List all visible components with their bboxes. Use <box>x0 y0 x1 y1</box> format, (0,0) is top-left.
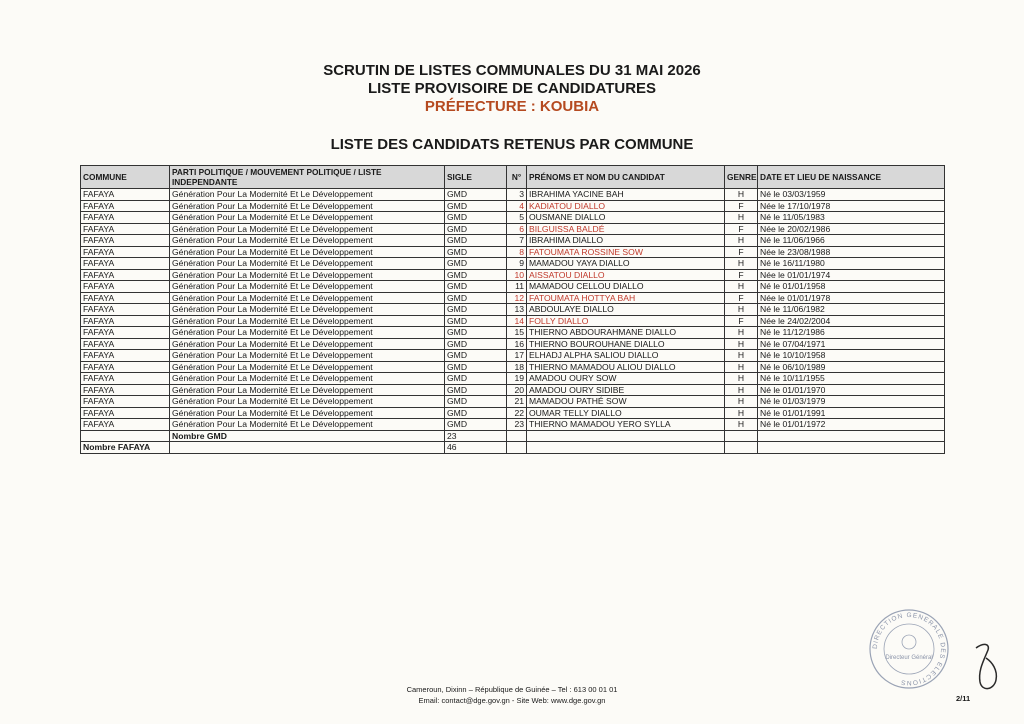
cell-num: 16 <box>507 338 527 350</box>
cell-parti: Génération Pour La Modernité Et Le Développement <box>170 407 445 419</box>
cell-num: 18 <box>507 361 527 373</box>
cell-sigle: GMD <box>445 407 507 419</box>
cell-nom: AISSATOU DIALLO <box>527 269 725 281</box>
cell-parti: Génération Pour La Modernité Et Le Développement <box>170 327 445 339</box>
cell-parti: Génération Pour La Modernité Et Le Développement <box>170 269 445 281</box>
cell-commune: FAFAYA <box>81 223 170 235</box>
list-title: LISTE PROVISOIRE DE CANDIDATURES <box>367 80 657 97</box>
cell-genre: H <box>725 407 758 419</box>
cell-commune: FAFAYA <box>81 235 170 247</box>
subtotal-cell <box>507 430 527 442</box>
table-row <box>81 373 945 385</box>
cell-commune: FAFAYA <box>81 338 170 350</box>
cell-genre: H <box>725 350 758 362</box>
cell-commune: FAFAYA <box>81 189 170 201</box>
footer-contact: Email: contact@dge.gov.gn - Site Web: www.dge.gov.gn <box>418 696 606 705</box>
cell-sigle: GMD <box>445 269 507 281</box>
page-footer <box>0 684 1024 706</box>
cell-parti: Génération Pour La Modernité Et Le Développement <box>170 304 445 316</box>
cell-parti: Génération Pour La Modernité Et Le Développement <box>170 246 445 258</box>
cell-genre: H <box>725 361 758 373</box>
cell-parti: Génération Pour La Modernité Et Le Développement <box>170 235 445 247</box>
cell-nom: OUMAR TELLY DIALLO <box>527 407 725 419</box>
cell-num: 21 <box>507 396 527 408</box>
header-num: N° <box>507 166 527 189</box>
cell-commune: FAFAYA <box>81 327 170 339</box>
total-cell <box>758 442 945 454</box>
cell-commune: FAFAYA <box>81 258 170 270</box>
cell-nom: FATOUMATA HOTTYA BAH <box>527 292 725 304</box>
cell-naissance: Né le 11/05/1983 <box>758 212 945 224</box>
cell-nom: ELHADJ ALPHA SALIOU DIALLO <box>527 350 725 362</box>
total-value: 46 <box>445 442 507 454</box>
total-cell <box>725 442 758 454</box>
cell-nom: THIERNO MAMADOU ALIOU DIALLO <box>527 361 725 373</box>
page-number: 2/11 <box>956 694 971 703</box>
cell-parti: Génération Pour La Modernité Et Le Développement <box>170 373 445 385</box>
header-naissance: DATE ET LIEU DE NAISSANCE <box>758 166 945 189</box>
cell-commune: FAFAYA <box>81 292 170 304</box>
subtotal-cell <box>725 430 758 442</box>
cell-nom: FOLLY DIALLO <box>527 315 725 327</box>
header-commune: COMMUNE <box>81 166 170 189</box>
cell-naissance: Né le 16/11/1980 <box>758 258 945 270</box>
cell-num: 15 <box>507 327 527 339</box>
cell-commune: FAFAYA <box>81 419 170 431</box>
cell-parti: Génération Pour La Modernité Et Le Développement <box>170 200 445 212</box>
cell-commune: FAFAYA <box>81 350 170 362</box>
footer-address: Cameroun, Dixinn – République de Guinée – Tel : 613 00 01 01 <box>406 685 618 694</box>
stamp-ring-text: DIRECTION GENERALE DES ELECTIONS <box>871 611 947 687</box>
page-heading <box>0 62 1024 116</box>
table-row <box>81 407 945 419</box>
table-row <box>81 327 945 339</box>
stamp-center-text: Directeur Général <box>885 655 933 661</box>
cell-naissance: Né le 11/06/1966 <box>758 235 945 247</box>
cell-naissance: Né le 01/03/1979 <box>758 396 945 408</box>
cell-naissance: Né le 07/04/1971 <box>758 338 945 350</box>
cell-naissance: Née le 01/01/1974 <box>758 269 945 281</box>
cell-nom: ABDOULAYE DIALLO <box>527 304 725 316</box>
cell-genre: H <box>725 384 758 396</box>
cell-parti: Génération Pour La Modernité Et Le Développement <box>170 315 445 327</box>
cell-genre: H <box>725 235 758 247</box>
subtotal-label: Nombre GMD <box>170 430 445 442</box>
table-row <box>81 304 945 316</box>
cell-genre: F <box>725 292 758 304</box>
cell-parti: Génération Pour La Modernité Et Le Développement <box>170 189 445 201</box>
cell-genre: F <box>725 200 758 212</box>
cell-sigle: GMD <box>445 258 507 270</box>
cell-genre: H <box>725 373 758 385</box>
cell-parti: Génération Pour La Modernité Et Le Développement <box>170 258 445 270</box>
cell-nom: AMADOU OURY SOW <box>527 373 725 385</box>
cell-parti: Génération Pour La Modernité Et Le Développement <box>170 361 445 373</box>
cell-commune: FAFAYA <box>81 361 170 373</box>
total-cell <box>170 442 445 454</box>
table-row <box>81 281 945 293</box>
cell-naissance: Né le 01/01/1970 <box>758 384 945 396</box>
cell-num: 22 <box>507 407 527 419</box>
cell-commune: FAFAYA <box>81 315 170 327</box>
cell-num: 10 <box>507 269 527 281</box>
cell-naissance: Né le 11/12/1986 <box>758 327 945 339</box>
cell-genre: H <box>725 327 758 339</box>
cell-nom: THIERNO BOUROUHANE DIALLO <box>527 338 725 350</box>
table-row <box>81 246 945 258</box>
cell-nom: KADIATOU DIALLO <box>527 200 725 212</box>
cell-genre: H <box>725 419 758 431</box>
cell-commune: FAFAYA <box>81 269 170 281</box>
cell-sigle: GMD <box>445 212 507 224</box>
cell-sigle: GMD <box>445 304 507 316</box>
table-header-row <box>81 166 945 189</box>
cell-sigle: GMD <box>445 189 507 201</box>
header-sigle: SIGLE <box>445 166 507 189</box>
cell-sigle: GMD <box>445 292 507 304</box>
cell-naissance: Né le 01/01/1991 <box>758 407 945 419</box>
official-stamp <box>868 608 950 690</box>
cell-commune: FAFAYA <box>81 281 170 293</box>
cell-commune: FAFAYA <box>81 246 170 258</box>
cell-naissance: Né le 10/10/1958 <box>758 350 945 362</box>
cell-parti: Génération Pour La Modernité Et Le Développement <box>170 292 445 304</box>
prefecture-title: PRÉFECTURE : KOUBIA <box>424 98 600 115</box>
total-label: Nombre FAFAYA <box>81 442 170 454</box>
cell-naissance: Née le 24/02/2004 <box>758 315 945 327</box>
cell-num: 8 <box>507 246 527 258</box>
table-row <box>81 212 945 224</box>
cell-nom: MAMADOU YAYA DIALLO <box>527 258 725 270</box>
table-row <box>81 258 945 270</box>
election-title: SCRUTIN DE LISTES COMMUNALES DU 31 MAI 2026 <box>323 62 701 79</box>
cell-nom: FATOUMATA ROSSINE SOW <box>527 246 725 258</box>
cell-genre: H <box>725 189 758 201</box>
table-row <box>81 350 945 362</box>
cell-num: 7 <box>507 235 527 247</box>
cell-parti: Génération Pour La Modernité Et Le Développement <box>170 223 445 235</box>
cell-num: 5 <box>507 212 527 224</box>
cell-sigle: GMD <box>445 350 507 362</box>
table-row <box>81 361 945 373</box>
table-row <box>81 419 945 431</box>
cell-sigle: GMD <box>445 327 507 339</box>
cell-naissance: Né le 10/11/1955 <box>758 373 945 385</box>
table-row <box>81 396 945 408</box>
candidates-table <box>80 165 945 454</box>
cell-nom: THIERNO ABDOURAHMANE DIALLO <box>527 327 725 339</box>
subtotal-row <box>81 430 945 442</box>
subtotal-cell <box>527 430 725 442</box>
cell-naissance: Né le 06/10/1989 <box>758 361 945 373</box>
cell-sigle: GMD <box>445 315 507 327</box>
cell-naissance: Né le 01/01/1958 <box>758 281 945 293</box>
cell-sigle: GMD <box>445 281 507 293</box>
cell-parti: Génération Pour La Modernité Et Le Développement <box>170 384 445 396</box>
cell-num: 4 <box>507 200 527 212</box>
table-row <box>81 338 945 350</box>
cell-nom: OUSMANE DIALLO <box>527 212 725 224</box>
cell-sigle: GMD <box>445 338 507 350</box>
cell-naissance: Née le 23/08/1988 <box>758 246 945 258</box>
cell-genre: H <box>725 304 758 316</box>
cell-naissance: Née le 17/10/1978 <box>758 200 945 212</box>
total-cell <box>527 442 725 454</box>
cell-sigle: GMD <box>445 373 507 385</box>
cell-parti: Génération Pour La Modernité Et Le Développement <box>170 338 445 350</box>
cell-genre: H <box>725 281 758 293</box>
table-row <box>81 269 945 281</box>
cell-commune: FAFAYA <box>81 384 170 396</box>
cell-num: 9 <box>507 258 527 270</box>
cell-sigle: GMD <box>445 200 507 212</box>
cell-naissance: Né le 03/03/1959 <box>758 189 945 201</box>
cell-num: 3 <box>507 189 527 201</box>
cell-num: 13 <box>507 304 527 316</box>
table-row <box>81 315 945 327</box>
cell-commune: FAFAYA <box>81 200 170 212</box>
cell-naissance: Née le 20/02/1986 <box>758 223 945 235</box>
total-cell <box>507 442 527 454</box>
cell-commune: FAFAYA <box>81 373 170 385</box>
cell-sigle: GMD <box>445 235 507 247</box>
header-nom: PRÉNOMS ET NOM DU CANDIDAT <box>527 166 725 189</box>
subtotal-cell <box>758 430 945 442</box>
cell-genre: H <box>725 338 758 350</box>
table-body <box>81 189 945 431</box>
cell-sigle: GMD <box>445 419 507 431</box>
cell-nom: IBRAHIMA YACINE BAH <box>527 189 725 201</box>
header-genre: GENRE <box>725 166 758 189</box>
cell-genre: F <box>725 223 758 235</box>
cell-naissance: Né le 01/01/1972 <box>758 419 945 431</box>
cell-num: 23 <box>507 419 527 431</box>
table-row <box>81 189 945 201</box>
cell-parti: Génération Pour La Modernité Et Le Développement <box>170 212 445 224</box>
cell-naissance: Né le 11/06/1982 <box>758 304 945 316</box>
cell-naissance: Née le 01/01/1978 <box>758 292 945 304</box>
cell-nom: AMADOU OURY SIDIBE <box>527 384 725 396</box>
cell-sigle: GMD <box>445 223 507 235</box>
cell-genre: H <box>725 212 758 224</box>
cell-nom: MAMADOU CELLOU DIALLO <box>527 281 725 293</box>
table-row <box>81 384 945 396</box>
cell-nom: THIERNO MAMADOU YERO SYLLA <box>527 419 725 431</box>
cell-commune: FAFAYA <box>81 396 170 408</box>
table-row <box>81 235 945 247</box>
cell-sigle: GMD <box>445 361 507 373</box>
cell-commune: FAFAYA <box>81 407 170 419</box>
cell-sigle: GMD <box>445 246 507 258</box>
cell-nom: MAMADOU PATHÉ SOW <box>527 396 725 408</box>
cell-genre: F <box>725 315 758 327</box>
cell-num: 12 <box>507 292 527 304</box>
cell-parti: Génération Pour La Modernité Et Le Développement <box>170 396 445 408</box>
cell-num: 14 <box>507 315 527 327</box>
table-row <box>81 200 945 212</box>
cell-sigle: GMD <box>445 396 507 408</box>
header-parti: PARTI POLITIQUE / MOUVEMENT POLITIQUE / LISTE INDEPENDANTE <box>170 166 445 189</box>
cell-genre: F <box>725 246 758 258</box>
table-row <box>81 223 945 235</box>
cell-genre: F <box>725 269 758 281</box>
cell-nom: IBRAHIMA DIALLO <box>527 235 725 247</box>
total-row <box>81 442 945 454</box>
cell-commune: FAFAYA <box>81 304 170 316</box>
cell-parti: Génération Pour La Modernité Et Le Développement <box>170 350 445 362</box>
cell-num: 11 <box>507 281 527 293</box>
cell-parti: Génération Pour La Modernité Et Le Développement <box>170 281 445 293</box>
cell-commune: FAFAYA <box>81 212 170 224</box>
subtotal-empty <box>81 430 170 442</box>
cell-num: 17 <box>507 350 527 362</box>
cell-num: 19 <box>507 373 527 385</box>
cell-sigle: GMD <box>445 384 507 396</box>
cell-num: 20 <box>507 384 527 396</box>
cell-parti: Génération Pour La Modernité Et Le Développement <box>170 419 445 431</box>
cell-num: 6 <box>507 223 527 235</box>
subtotal-value: 23 <box>445 430 507 442</box>
cell-nom: BILGUISSA BALDÉ <box>527 223 725 235</box>
table-title: LISTE DES CANDIDATS RETENUS PAR COMMUNE <box>330 136 694 153</box>
cell-genre: H <box>725 396 758 408</box>
cell-genre: H <box>725 258 758 270</box>
table-row <box>81 292 945 304</box>
